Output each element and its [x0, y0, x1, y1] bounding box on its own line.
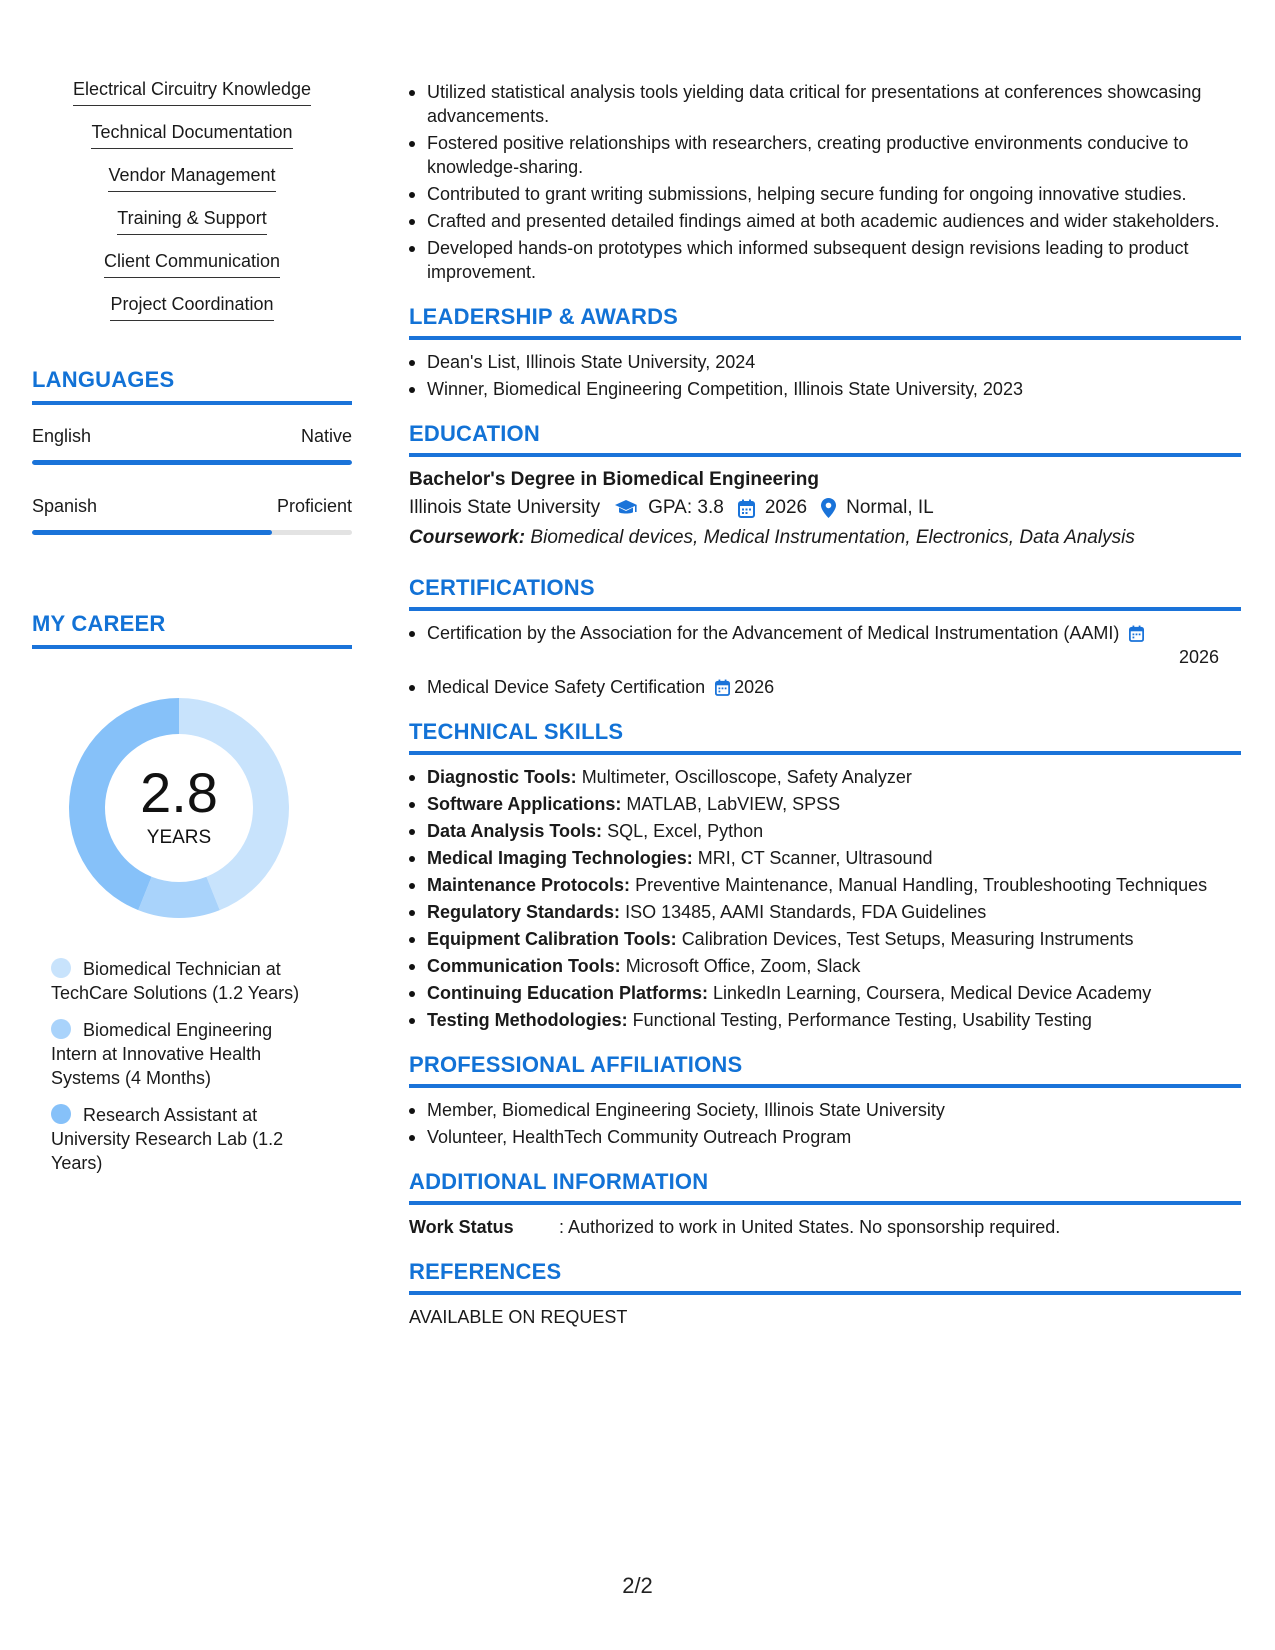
- language-proficiency-fill: [32, 530, 272, 535]
- career-text: Biomedical Engineering Intern at Innovative Health Systems (4 Months): [51, 1020, 273, 1088]
- skill-category: Regulatory Standards:: [427, 902, 621, 922]
- technical-skill-item: [409, 1008, 1241, 1032]
- technical-skill-item: [409, 792, 1241, 816]
- leadership-item: Winner, Biomedical Engineering Competition, Illinois State University, 2023: [409, 377, 1241, 401]
- skill-values: Calibration Devices, Test Setups, Measuring Instruments: [681, 929, 1134, 949]
- education-year: 2026: [764, 497, 808, 518]
- leadership-heading: LEADERSHIP & AWARDS: [409, 304, 1241, 340]
- experience-bullet: Fostered positive relationships with researchers, creating productive environments conducive to knowledge-sharing.: [409, 131, 1241, 179]
- work-status-value: : Authorized to work in United States. No sponsorship required.: [559, 1217, 1061, 1237]
- certifications-list: [409, 621, 1241, 699]
- skill-item: Client Communication: [104, 250, 280, 278]
- certification-name: Medical Device Safety Certification: [427, 677, 706, 697]
- legend-dot: [51, 1019, 71, 1039]
- skill-values: MATLAB, LabVIEW, SPSS: [626, 794, 841, 814]
- coursework-label: Coursework:: [409, 527, 526, 548]
- calendar-icon: [738, 499, 755, 518]
- career-legend-item: [51, 1103, 321, 1175]
- certification-item: [409, 675, 1241, 699]
- language-entry: [32, 495, 352, 535]
- skill-item: Electrical Circuitry Knowledge: [73, 78, 311, 106]
- certification-name: Certification by the Association for the Advancement of Medical Instrumentation (AAMI): [427, 623, 1120, 643]
- languages-heading: LANGUAGES: [32, 367, 352, 405]
- education-school: Illinois State University: [409, 497, 601, 518]
- experience-bullets: [409, 80, 1241, 284]
- technical-skills-list: [409, 765, 1241, 1032]
- certification-year: 2026: [734, 677, 775, 697]
- experience-bullet: Contributed to grant writing submissions, helping secure funding for ongoing innovative studies.: [409, 182, 1241, 206]
- legend-dot: [51, 958, 71, 978]
- language-level: Proficient: [276, 496, 352, 516]
- graduation-cap-icon: [614, 499, 638, 517]
- education-coursework: [409, 523, 1241, 553]
- skill-category: Diagnostic Tools:: [427, 767, 577, 787]
- technical-skill-item: [409, 765, 1241, 789]
- language-proficiency-bar: [32, 460, 352, 465]
- career-legend-item: [51, 957, 321, 1005]
- legend-dot: [51, 1104, 71, 1124]
- skill-category: Data Analysis Tools:: [427, 821, 603, 841]
- left-column: [32, 78, 352, 1188]
- skill-values: LinkedIn Learning, Coursera, Medical Device Academy: [713, 983, 1152, 1003]
- technical-skill-item: [409, 819, 1241, 843]
- references-heading: REFERENCES: [409, 1259, 1241, 1295]
- certification-item: [409, 621, 1241, 669]
- skill-category: Maintenance Protocols:: [427, 875, 631, 895]
- language-entry: [32, 425, 352, 465]
- donut-segment: [138, 877, 220, 918]
- skill-item: Training & Support: [117, 207, 266, 235]
- education-heading: EDUCATION: [409, 421, 1241, 457]
- leadership-list: [409, 350, 1241, 401]
- skill-category: Testing Methodologies:: [427, 1010, 628, 1030]
- calendar-icon: [1129, 625, 1144, 642]
- skill-values: Multimeter, Oscilloscope, Safety Analyzer: [581, 767, 912, 787]
- affiliation-item: Member, Biomedical Engineering Society, Illinois State University: [409, 1098, 1241, 1122]
- map-pin-icon: [821, 498, 836, 518]
- education-location: Normal, IL: [846, 497, 934, 518]
- language-level: Native: [300, 426, 352, 446]
- education-degree: Bachelor's Degree in Biomedical Engineering: [409, 469, 819, 490]
- skill-item: Project Coordination: [110, 293, 273, 321]
- technical-skill-item: [409, 981, 1241, 1005]
- skill-values: ISO 13485, AAMI Standards, FDA Guidelines: [625, 902, 987, 922]
- language-name: English: [32, 426, 92, 446]
- coursework-value: Biomedical devices, Medical Instrumentation, Electronics, Data Analysis: [530, 527, 1135, 548]
- experience-bullet: Crafted and presented detailed findings aimed at both academic audiences and wider stakeholders.: [409, 209, 1241, 233]
- skill-values: Microsoft Office, Zoom, Slack: [625, 956, 861, 976]
- technical-skills-heading: TECHNICAL SKILLS: [409, 719, 1241, 755]
- technical-skill-item: [409, 927, 1241, 951]
- career-donut-chart: [64, 693, 294, 923]
- technical-skill-item: [409, 873, 1241, 897]
- donut-center-label: [64, 761, 294, 849]
- skill-item: Vendor Management: [108, 164, 275, 192]
- education-gpa: GPA: 3.8: [648, 497, 724, 518]
- right-column: [409, 80, 1241, 1329]
- work-status-row: [409, 1215, 1241, 1239]
- skill-category: Software Applications:: [427, 794, 622, 814]
- certification-year: 2026: [1178, 647, 1219, 667]
- language-name: Spanish: [32, 496, 98, 516]
- references-text: AVAILABLE ON REQUEST: [409, 1307, 628, 1327]
- soft-skills-list: [32, 78, 352, 321]
- skill-item: Technical Documentation: [91, 121, 292, 149]
- skill-values: Functional Testing, Performance Testing, Usability Testing: [632, 1010, 1092, 1030]
- career-text: Biomedical Technician at TechCare Solutions (1.2 Years): [51, 959, 300, 1003]
- technical-skill-item: [409, 846, 1241, 870]
- career-legend-item: [51, 1018, 321, 1090]
- skill-values: Preventive Maintenance, Manual Handling, Troubleshooting Techniques: [635, 875, 1208, 895]
- skill-category: Continuing Education Platforms:: [427, 983, 708, 1003]
- page-number: 2/2: [622, 1573, 653, 1598]
- language-proficiency-fill: [32, 460, 352, 465]
- skill-category: Medical Imaging Technologies:: [427, 848, 693, 868]
- career-heading: MY CAREER: [32, 611, 352, 649]
- skill-category: Communication Tools:: [427, 956, 621, 976]
- experience-bullet: Utilized statistical analysis tools yielding data critical for presentations at conferences showcasing advancements.: [409, 80, 1241, 128]
- skill-values: SQL, Excel, Python: [607, 821, 764, 841]
- skill-category: Equipment Calibration Tools:: [427, 929, 677, 949]
- certifications-heading: CERTIFICATIONS: [409, 575, 1241, 611]
- experience-bullet: Developed hands-on prototypes which informed subsequent design revisions leading to product improvement.: [409, 236, 1241, 284]
- affiliations-list: [409, 1098, 1241, 1149]
- career-text: Research Assistant at University Research Lab (1.2 Years): [51, 1105, 284, 1173]
- language-proficiency-bar: [32, 530, 352, 535]
- calendar-icon: [715, 679, 730, 696]
- affiliations-heading: PROFESSIONAL AFFILIATIONS: [409, 1052, 1241, 1088]
- career-total-years: 2.8: [140, 761, 218, 824]
- technical-skill-item: [409, 954, 1241, 978]
- additional-info-heading: ADDITIONAL INFORMATION: [409, 1169, 1241, 1205]
- career-total-unit: YEARS: [146, 827, 212, 848]
- leadership-item: Dean's List, Illinois State University, 2024: [409, 350, 1241, 374]
- skill-values: MRI, CT Scanner, Ultrasound: [697, 848, 933, 868]
- affiliation-item: Volunteer, HealthTech Community Outreach Program: [409, 1125, 1241, 1149]
- work-status-label: Work Status: [409, 1217, 514, 1237]
- career-legend: [51, 957, 321, 1175]
- technical-skill-item: [409, 900, 1241, 924]
- education-details: [409, 493, 1241, 523]
